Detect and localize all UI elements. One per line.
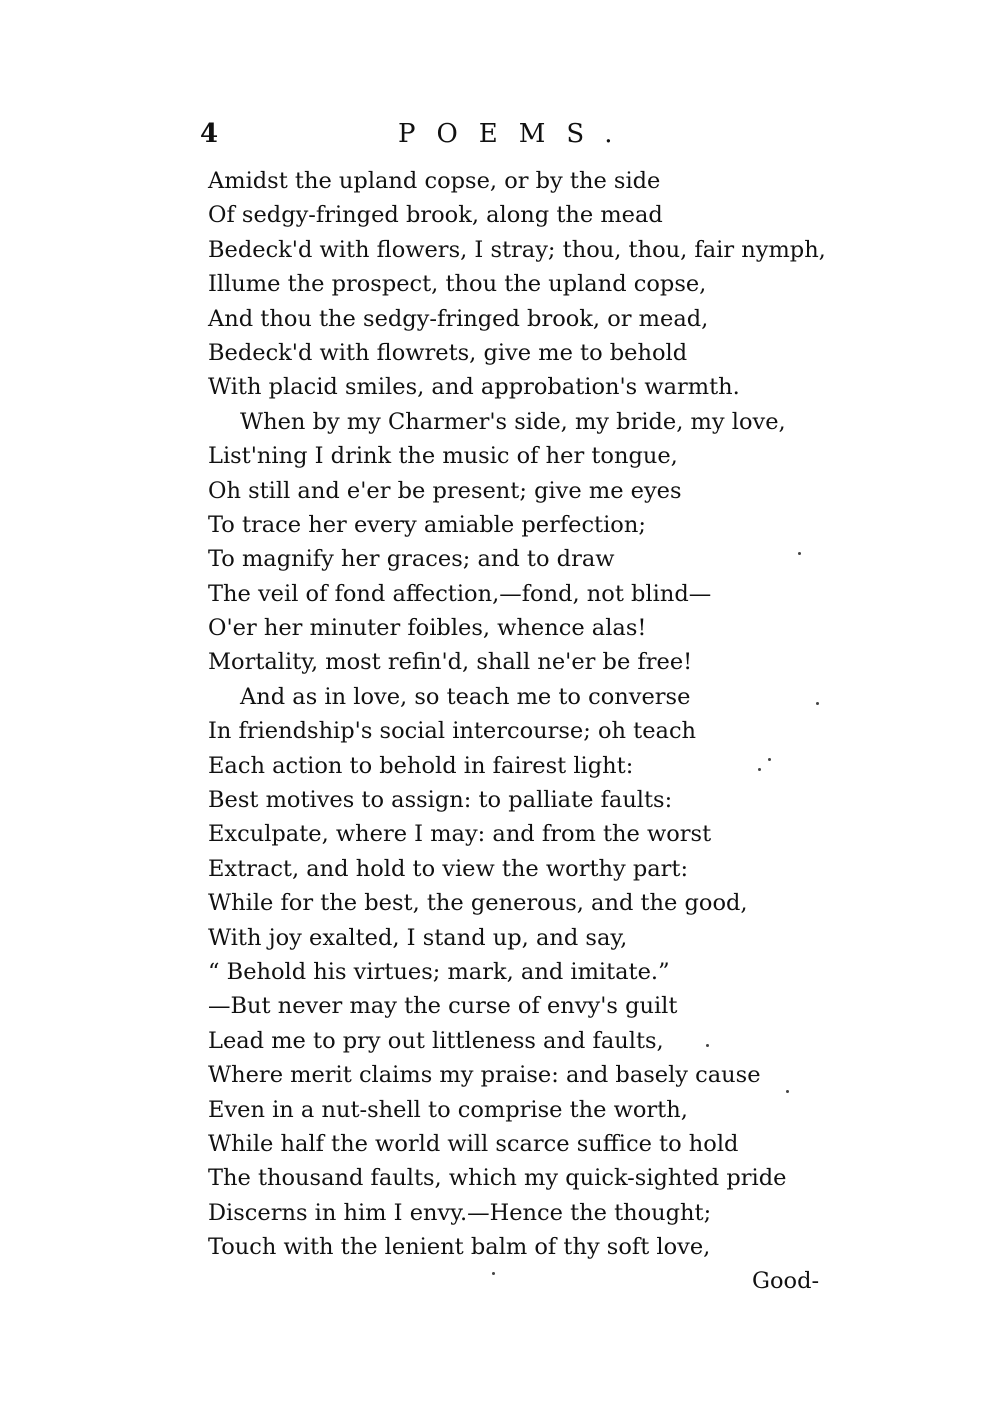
scan-speck <box>786 1090 789 1093</box>
scan-speck <box>492 1272 495 1275</box>
poem-line: O'er her minuter foibles, whence alas! <box>208 615 647 642</box>
scan-speck <box>798 552 801 555</box>
catchword: Good- <box>752 1268 820 1294</box>
poem-line: Oh still and e'er be present; give me eyes <box>208 477 682 504</box>
page-number: 4 <box>200 119 219 149</box>
poem-line: Amidst the upland copse, or by the side <box>208 168 661 194</box>
poem-line: Mortality, most refin'd, shall ne'er be free! <box>208 649 693 676</box>
poem-line: Of sedgy-fringed brook, along the mead <box>208 202 663 229</box>
poem-line: When by my Charmer's side, my bride, my love, <box>240 408 786 435</box>
poem-line: With joy exalted, I stand up, and say, <box>208 924 628 951</box>
poem-line: While for the best, the generous, and the good, <box>208 890 748 917</box>
poem-line: “ Behold his virtues; mark, and imitate.” <box>208 958 670 985</box>
poem-line: Discerns in him I envy.—Hence the thought; <box>208 1199 712 1226</box>
poem-line: To trace her every amiable perfection; <box>208 511 646 538</box>
scan-speck <box>706 1044 709 1047</box>
poem-line: —But never may the curse of envy's guilt <box>208 993 678 1020</box>
scan-speck <box>758 768 761 771</box>
poem-line: Exculpate, where I may: and from the worst <box>208 821 712 848</box>
running-title: POEMS. <box>398 119 634 149</box>
poem-line: List'ning I drink the music of her tongue, <box>208 443 678 470</box>
poem-line: With placid smiles, and approbation's warmth. <box>208 374 740 401</box>
poem-line: Bedeck'd with flowrets, give me to behold <box>208 339 688 366</box>
poem-line: To magnify her graces; and to draw <box>208 546 615 573</box>
poem-line: Best motives to assign: to palliate faults: <box>208 787 673 814</box>
scan-speck <box>816 702 819 705</box>
poem-line: While half the world will scarce suffice to hold <box>208 1130 739 1157</box>
poem-line: In friendship's social intercourse; oh teach <box>208 718 697 745</box>
poem-line: Lead me to pry out littleness and faults, <box>208 1027 664 1054</box>
poem-line: The veil of fond affection,—fond, not blind— <box>208 580 712 607</box>
poem-line: Illume the prospect, thou the upland copse, <box>208 271 707 298</box>
scan-speck <box>768 758 771 761</box>
poem-line: Even in a nut-shell to comprise the worth, <box>208 1096 688 1123</box>
poem-line: Where merit claims my praise: and basely cause <box>208 1062 761 1089</box>
poem-line: And thou the sedgy-fringed brook, or mead, <box>208 305 709 332</box>
poem-line: Touch with the lenient balm of thy soft love, <box>208 1234 711 1261</box>
poem-line: Extract, and hold to view the worthy part: <box>208 855 689 882</box>
poem-line: Each action to behold in fairest light: <box>208 752 634 779</box>
poem-line: The thousand faults, which my quick-sighted pride <box>208 1165 787 1192</box>
poem-line: Bedeck'd with flowers, I stray; thou, thou, fair nymph, <box>208 236 826 263</box>
poem-body <box>208 164 848 1265</box>
poem-line: And as in love, so teach me to converse <box>240 683 691 710</box>
